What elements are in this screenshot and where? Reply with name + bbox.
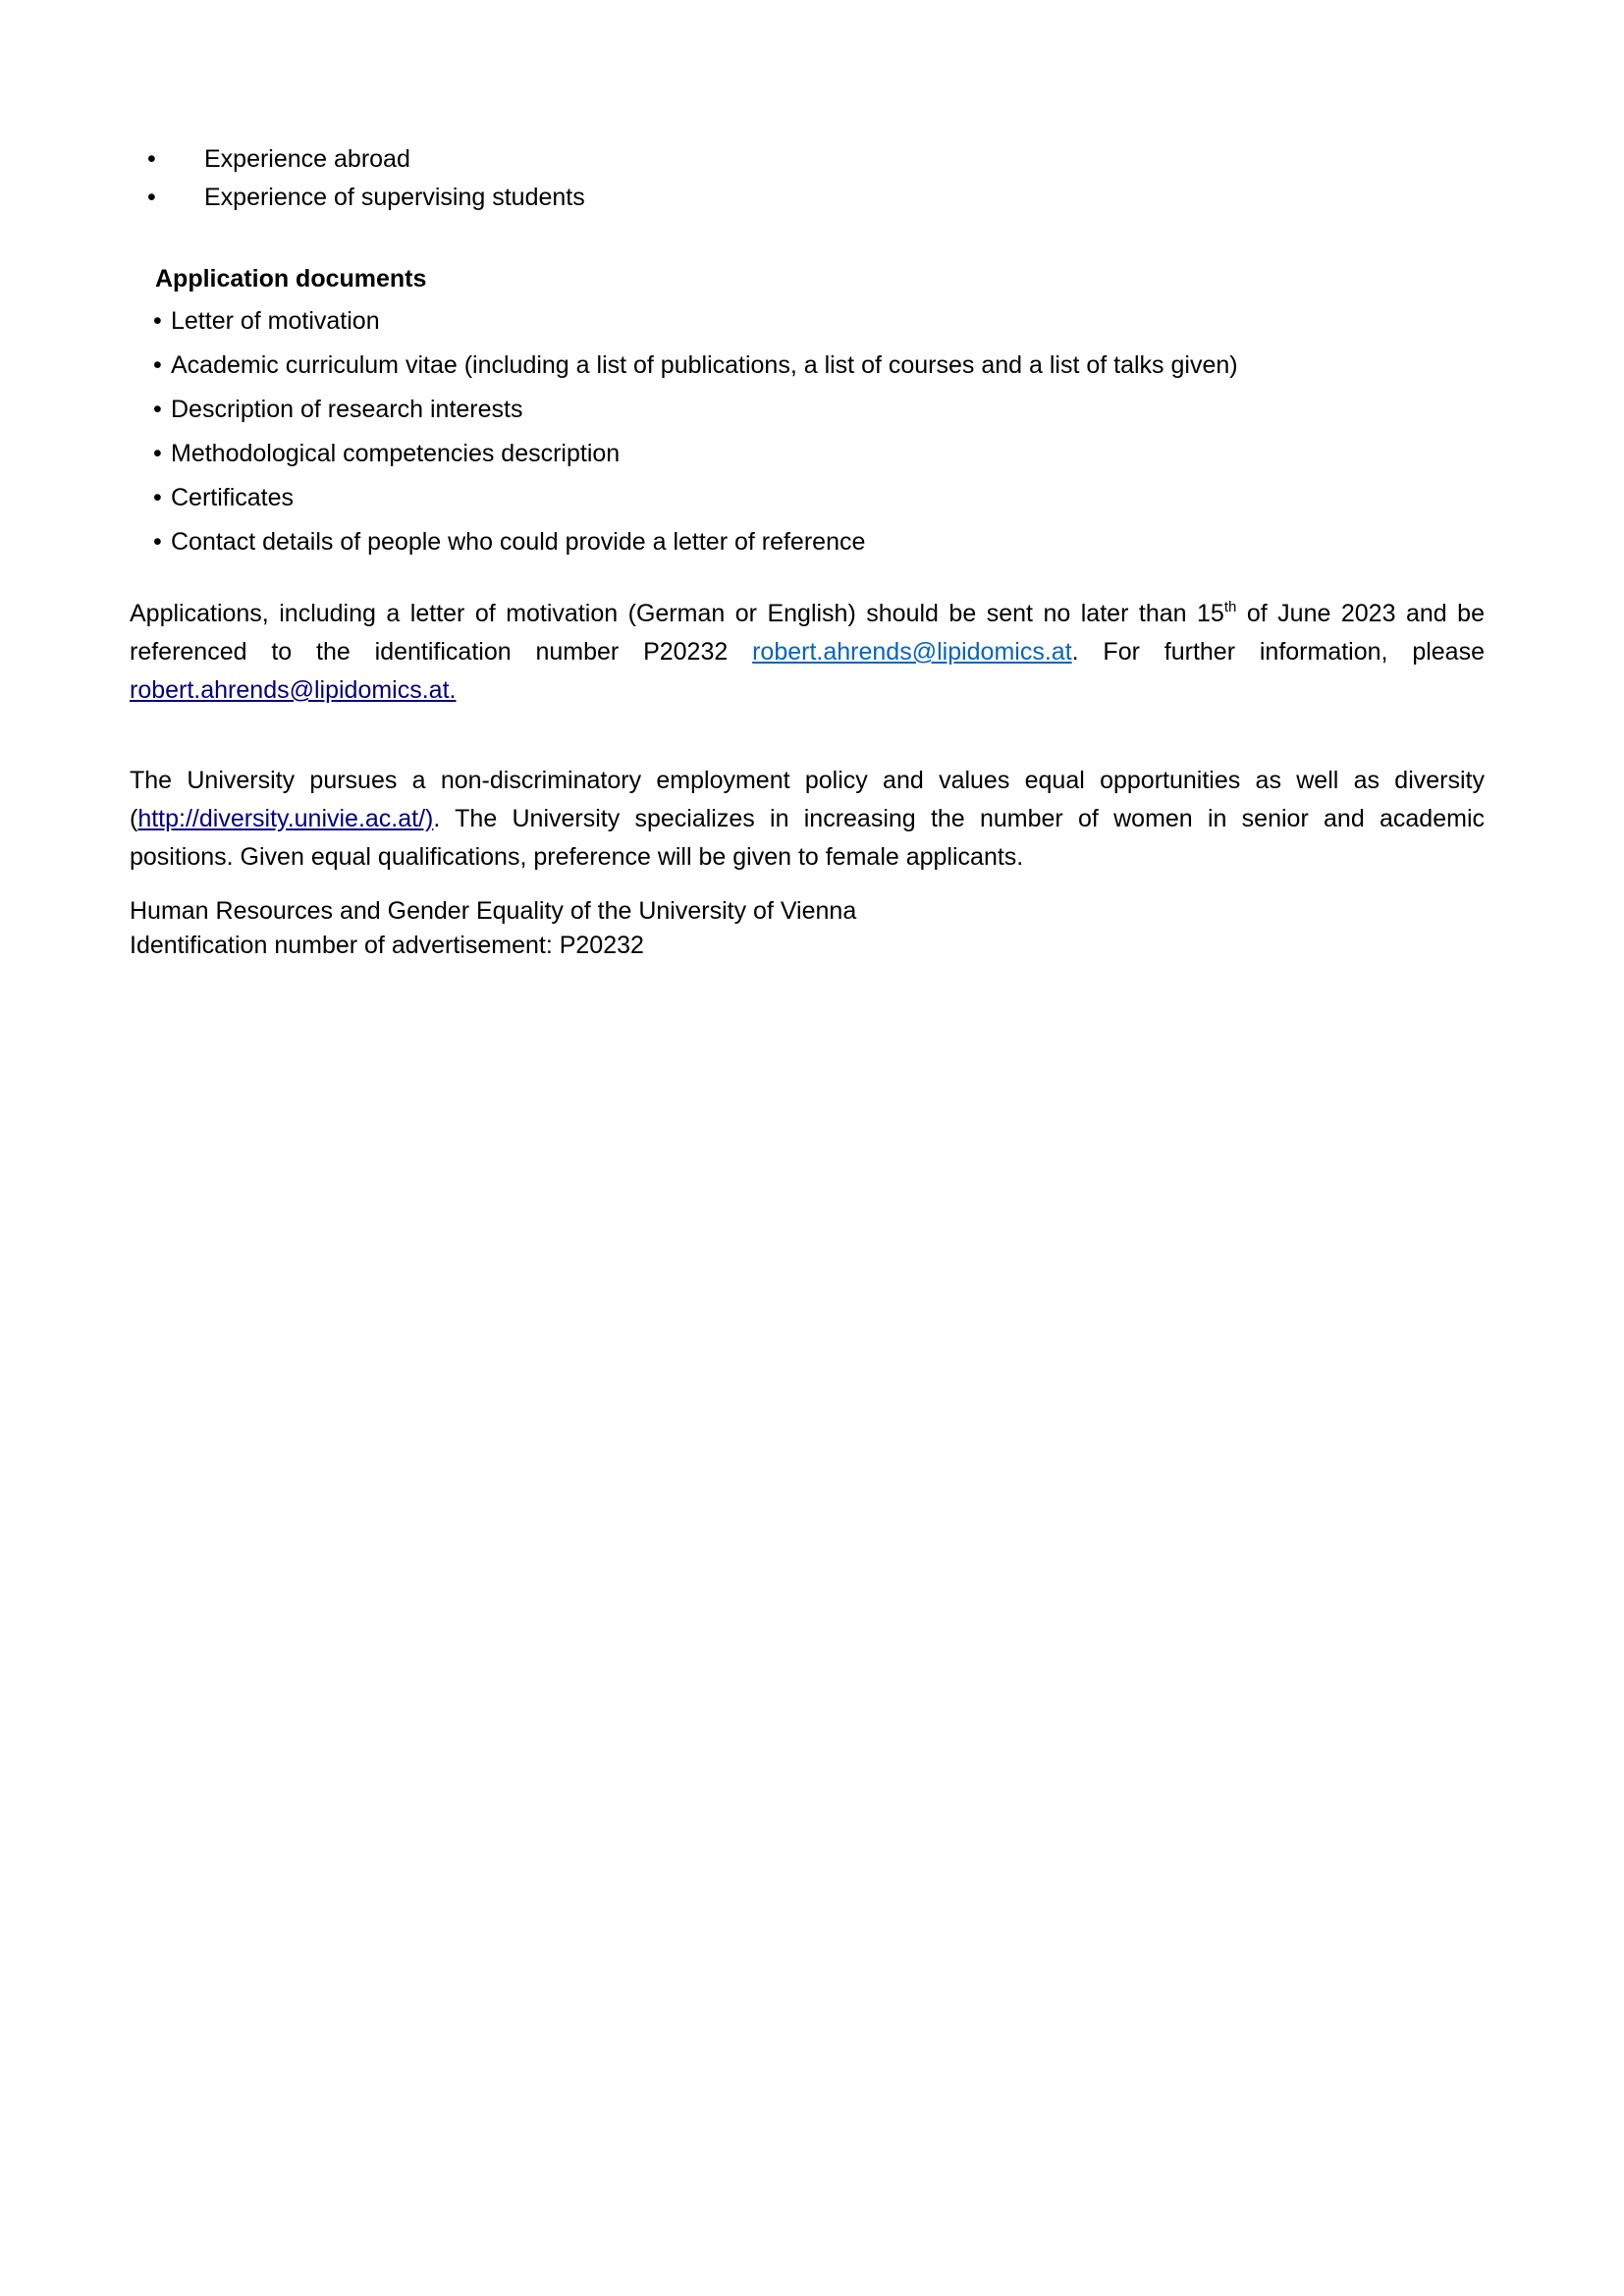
list-item <box>153 523 1238 567</box>
ordinal-superscript: th <box>1223 599 1237 615</box>
identification-number: Identification number of advertisement: P20232 <box>130 932 644 959</box>
paragraph-text: of June 2023 and be referenced to the identification number P20232 <box>130 600 1485 666</box>
bullet-icon: • <box>153 351 162 379</box>
bullet-icon: • <box>147 145 156 173</box>
paragraph-text: . The University specializes in increasing the number of women in senior and academic positions. Given equal qualifications, preference will be given to female applicants. <box>130 805 1485 871</box>
diversity-link[interactable]: http://diversity.univie.ac.at/) <box>137 805 434 832</box>
applications-paragraph <box>130 595 1485 710</box>
list-item-text: Contact details of people who could provide a letter of reference <box>171 528 866 556</box>
paragraph-text: The University pursues a non-discriminatory employment policy and values equal opportunities as well as diversity ( <box>130 767 1485 832</box>
email-link[interactable]: robert.ahrends@lipidomics.at <box>752 638 1072 666</box>
email-link-further-info[interactable]: robert.ahrends@lipidomics.at. <box>130 676 457 704</box>
list-item <box>153 391 1238 435</box>
list-item-text: Academic curriculum vitae (including a list of publications, a list of courses and a list of talks given) <box>171 351 1238 379</box>
list-item <box>147 140 585 179</box>
list-item-text: Experience abroad <box>204 145 410 173</box>
bullet-icon: • <box>153 307 162 335</box>
footer-info <box>130 894 856 963</box>
list-item <box>153 302 1238 347</box>
list-item <box>153 347 1238 391</box>
application-documents-heading: Application documents <box>155 265 427 293</box>
list-item-text: Experience of supervising students <box>204 184 585 211</box>
bullet-icon: • <box>153 484 162 511</box>
bullet-icon: • <box>147 184 156 211</box>
bullet-icon: • <box>153 528 162 556</box>
bullet-icon: • <box>153 396 162 423</box>
paragraph-text: Applications, including a letter of motivation (German or English) should be sent no later than 15 <box>130 600 1224 627</box>
list-item <box>153 479 1238 523</box>
department-name: Human Resources and Gender Equality of the University of Vienna <box>130 897 857 925</box>
bullet-icon: • <box>153 440 162 467</box>
application-documents-list <box>153 302 1238 567</box>
list-item-text: Methodological competencies description <box>171 440 621 467</box>
list-item <box>147 179 585 217</box>
diversity-paragraph <box>130 762 1485 877</box>
list-item-text: Description of research interests <box>171 396 523 423</box>
qualifications-list <box>147 140 585 217</box>
list-item-text: Certificates <box>171 484 295 511</box>
list-item-text: Letter of motivation <box>171 307 380 335</box>
list-item <box>153 435 1238 479</box>
paragraph-text: . For further information, please <box>1071 638 1485 666</box>
